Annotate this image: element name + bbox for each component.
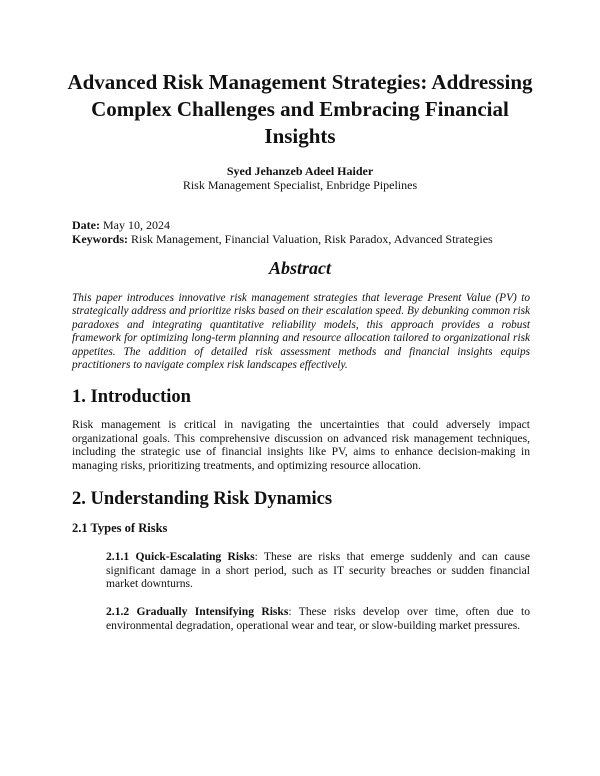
risk-item-quick-escalating — [106, 550, 530, 591]
risk-item-text: : These are risks that emerge suddenly and can cause significant damage in a short period, such as IT security breaches or sudden financial market downturns. — [106, 550, 531, 590]
abstract-heading: Abstract — [268, 258, 331, 278]
types-of-risks-heading: 2.1 Types of Risks — [72, 521, 168, 535]
paper-title: Advanced Risk Management Strategies: Addressing Complex Challenges and Embracing Financial Insights — [67, 70, 533, 148]
risk-item-gradually-intensifying — [106, 605, 530, 632]
abstract-text: This paper introduces innovative risk management strategies that leverage Present Value (PV) to strategically address and prioritize risks based on their escalation speed. By debunking common risk paradoxes and integrating quantitative reliability models, this approach provides a robust framework for optimizing long-term planning and resource allocation tailored to organizational risk appetites. The addition of detailed risk assessment methods and financial insights equips practitioners to navigate complex risk landscapes effectively. — [72, 292, 530, 372]
keywords-value: Risk Management, Financial Valuation, Risk Paradox, Advanced Strategies — [131, 232, 493, 246]
date-value: May 10, 2024 — [102, 218, 170, 232]
author-name: Syed Jehanzeb Adeel Haider — [226, 164, 374, 178]
risk-item-label: 2.1.2 Gradually Intensifying Risks — [106, 605, 289, 618]
introduction-heading: 1. Introduction — [72, 387, 191, 407]
author-affiliation: Risk Management Specialist, Enbridge Pipelines — [182, 178, 418, 192]
date-label: Date: — [72, 218, 100, 232]
introduction-text: Risk management is critical in navigating the uncertainties that could adversely impact organizational goals. This comprehensive discussion on advanced risk management techniques, including the strategic use of financial insights like PV, aims to enhance decision-making in managing risks, prioritizing treatments, and optimizing resource allocation. — [72, 418, 530, 472]
keywords-label: Keywords: — [72, 232, 128, 246]
date-line — [72, 218, 170, 232]
risk-dynamics-heading: 2. Understanding Risk Dynamics — [72, 489, 333, 509]
keywords-line — [72, 232, 493, 246]
risk-item-text: : These risks develop over time, often due to environmental degradation, operational wear and tear, or slow-building market pressures. — [106, 605, 530, 632]
risk-item-label: 2.1.1 Quick-Escalating Risks — [106, 550, 255, 563]
